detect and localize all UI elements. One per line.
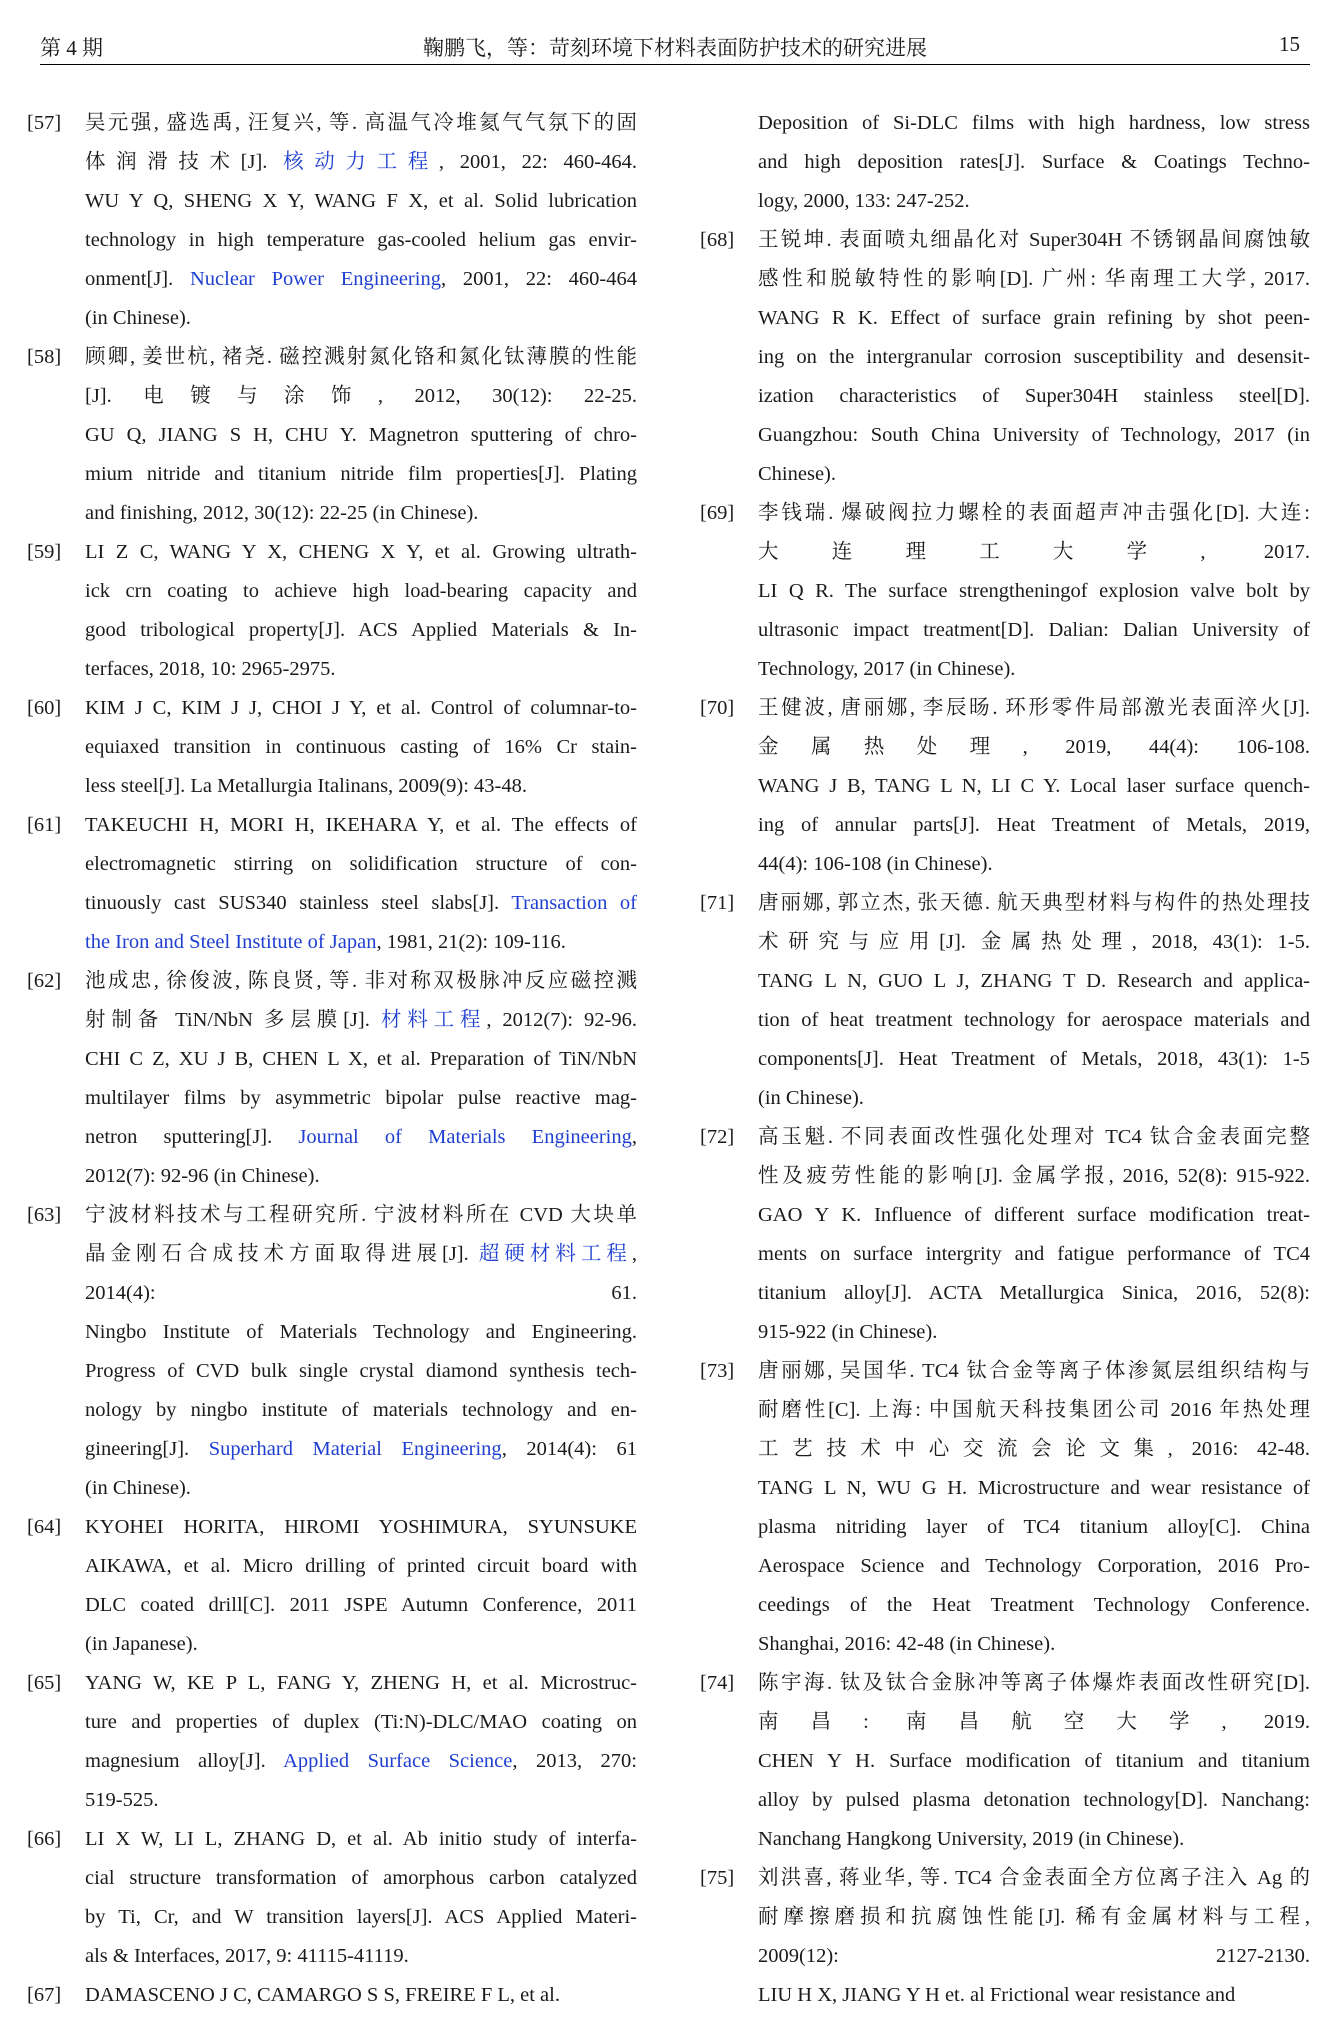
reference-text: GU Q, JIANG S H, CHU Y. Magnetron sputtering of chro- xyxy=(85,424,637,446)
reference-line xyxy=(85,221,637,260)
reference-number: [64] xyxy=(27,1516,62,1538)
reference-text: KIM J C, KIM J J, CHOI J Y, et al. Control of columnar-to- xyxy=(85,697,637,719)
reference-text: , xyxy=(631,1126,637,1148)
reference-line xyxy=(85,884,637,923)
reference-line xyxy=(85,260,637,299)
reference-text: (in Chinese). xyxy=(85,307,191,329)
reference-text: ceedings of the Heat Treatment Technology Conference. xyxy=(758,1594,1310,1616)
reference-text: als & Interfaces, 2017, 9: 41115-41119. xyxy=(85,1945,409,1967)
reference-text: DAMASCENO J C, CAMARGO S S, FREIRE F L, et al. xyxy=(85,1984,560,2006)
reference-text: (in Chinese). xyxy=(758,1087,864,1109)
reference-text: Guangzhou: South China University of Technology, 2017 (in xyxy=(758,424,1310,446)
reference-line xyxy=(758,299,1310,338)
reference-text: Shanghai, 2016: 42-48 (in Chinese). xyxy=(758,1633,1056,1655)
reference-number: [67] xyxy=(27,1984,62,2006)
reference-text: 感性和脱敏特性的影响[D]. 广州: 华南理工大学, 2017. xyxy=(758,268,1310,290)
reference-text: equiaxed transition in continuous casting of 16% Cr stain- xyxy=(85,736,637,758)
reference-text: Deposition of Si-DLC films with high hardness, low stress xyxy=(758,112,1310,134)
reference-text: nology by ningbo institute of materials technology and en- xyxy=(85,1399,637,1421)
reference-text: 2009(12): 2127-2130. xyxy=(758,1945,1310,1967)
reference-text: ick crn coating to achieve high load-bearing capacity and xyxy=(85,580,637,602)
reference-text: , 1981, 21(2): 109-116. xyxy=(376,931,566,953)
reference-text: Progress of CVD bulk single crystal diamond synthesis tech- xyxy=(85,1360,637,1382)
reference-text: 刘洪喜, 蒋业华, 等. TC4 合金表面全方位离子注入 Ag 的 xyxy=(758,1867,1310,1889)
reference-text: ments on surface intergrity and fatigue performance of TC4 xyxy=(758,1243,1310,1265)
reference-line xyxy=(85,1820,637,1859)
reference-text: 耐磨性[C]. 上海: 中国航天科技集团公司 2016 年热处理 xyxy=(758,1399,1310,1421)
reference-line xyxy=(85,533,637,572)
running-title: 鞠鹏飞，等：苛刻环境下材料表面防护技术的研究进展 xyxy=(423,36,927,60)
reference-line xyxy=(758,533,1310,572)
reference-column-left xyxy=(27,104,637,2015)
reference-text: 工艺技术中心交流会论文集, 2016: 42-48. xyxy=(758,1438,1310,1460)
reference-line xyxy=(85,1079,637,1118)
reference-line xyxy=(85,1313,637,1352)
reference-text: by Ti, Cr, and W transition layers[J]. ACS Applied Materi- xyxy=(85,1906,637,1928)
reference-number: [57] xyxy=(27,112,62,134)
reference-entry xyxy=(27,689,637,806)
reference-line xyxy=(85,962,637,1001)
reference-line xyxy=(758,1703,1310,1742)
reference-text: electromagnetic stirring on solidification structure of con- xyxy=(85,853,637,875)
reference-line xyxy=(85,1703,637,1742)
reference-text: TANG L N, GUO L J, ZHANG T D. Research and applica- xyxy=(758,970,1310,992)
reference-text: Technology, 2017 (in Chinese). xyxy=(758,658,1016,680)
reference-text: 性及疲劳性能的影响[J]. 金属学报, 2016, 52(8): 915-922. xyxy=(758,1165,1310,1187)
reference-line xyxy=(85,1118,637,1157)
reference-text: less steel[J]. La Metallurgia Italinans, 2009(9): 43-48. xyxy=(85,775,527,797)
reference-text: 术研究与应用[J]. 金属热处理, 2018, 43(1): 1-5. xyxy=(758,931,1310,953)
reference-line xyxy=(758,182,1310,221)
reference-text: 陈宇海. 钛及钛合金脉冲等离子体爆炸表面改性研究[D]. xyxy=(758,1672,1310,1694)
reference-line xyxy=(758,1781,1310,1820)
reference-entry xyxy=(700,1664,1310,1859)
reference-text: 体润滑技术[J]. xyxy=(85,151,284,173)
reference-text: components[J]. Heat Treatment of Metals, 2018, 43(1): 1-5 xyxy=(758,1048,1310,1070)
reference-text: LI Z C, WANG Y X, CHENG X Y, et al. Growing ultrath- xyxy=(85,541,637,563)
reference-text: CHEN Y H. Surface modification of titanium and titanium xyxy=(758,1750,1310,1772)
reference-entry xyxy=(700,1352,1310,1664)
reference-text: TAKEUCHI H, MORI H, IKEHARA Y, et al. The effects of xyxy=(85,814,637,836)
reference-line xyxy=(758,1001,1310,1040)
reference-line xyxy=(85,1040,637,1079)
reference-line xyxy=(85,455,637,494)
reference-text: Aerospace Science and Technology Corporation, 2016 Pro- xyxy=(758,1555,1310,1577)
reference-number: [68] xyxy=(700,229,735,251)
reference-text: 915-922 (in Chinese). xyxy=(758,1321,938,1343)
reference-line xyxy=(85,1352,637,1391)
reference-line xyxy=(758,1430,1310,1469)
reference-text: 519-525. xyxy=(85,1789,159,1811)
reference-text: ing on the intergranular corrosion susceptibility and desensit- xyxy=(758,346,1310,368)
reference-text: 44(4): 106-108 (in Chinese). xyxy=(758,853,993,875)
reference-line xyxy=(758,1196,1310,1235)
reference-text: WANG R K. Effect of surface grain refining by shot peen- xyxy=(758,307,1310,329)
reference-line xyxy=(758,611,1310,650)
reference-line xyxy=(758,1976,1310,2015)
reference-number: [61] xyxy=(27,814,62,836)
reference-line xyxy=(85,1430,637,1469)
reference-text: , xyxy=(631,1243,637,1265)
reference-line xyxy=(758,650,1310,689)
reference-line xyxy=(85,1508,637,1547)
journal-link[interactable]: 材料工程 xyxy=(380,1009,487,1031)
reference-line xyxy=(85,182,637,221)
reference-line xyxy=(85,1196,637,1235)
reference-text: Ningbo Institute of Materials Technology and Engineering. xyxy=(85,1321,637,1343)
reference-text: WANG J B, TANG L N, LI C Y. Local laser surface quench- xyxy=(758,775,1310,797)
reference-text: Nanchang Hangkong University, 2019 (in Chinese). xyxy=(758,1828,1185,1850)
reference-number: [69] xyxy=(700,502,735,524)
reference-line xyxy=(758,1508,1310,1547)
reference-text: technology in high temperature gas-cooled helium gas envir- xyxy=(85,229,637,251)
reference-text: , 2012(7): 92-96. xyxy=(486,1009,637,1031)
reference-entry xyxy=(27,104,637,338)
reference-number: [65] xyxy=(27,1672,62,1694)
reference-line xyxy=(85,104,637,143)
reference-text: 耐摩擦磨损和抗腐蚀性能[J]. 稀有金属材料与工程, xyxy=(758,1906,1310,1928)
reference-line xyxy=(758,104,1310,143)
reference-entry xyxy=(700,221,1310,494)
reference-entry xyxy=(27,806,637,962)
reference-line xyxy=(758,767,1310,806)
reference-entry xyxy=(700,884,1310,1118)
journal-link[interactable]: 核动力工程 xyxy=(283,151,439,173)
reference-entry xyxy=(27,1976,637,2015)
reference-text: titanium alloy[J]. ACTA Metallurgica Sinica, 2016, 52(8): xyxy=(758,1282,1310,1304)
reference-entry xyxy=(27,533,637,689)
reference-text: CHI C Z, XU J B, CHEN L X, et al. Preparation of TiN/NbN xyxy=(85,1048,637,1070)
reference-text: 大连理工大学, 2017. xyxy=(758,541,1310,563)
reference-entry xyxy=(27,1664,637,1820)
reference-entry xyxy=(700,689,1310,884)
reference-line xyxy=(85,572,637,611)
reference-text: Chinese). xyxy=(758,463,836,485)
reference-line xyxy=(85,1547,637,1586)
reference-text: LIU H X, JIANG Y H et. al Frictional wear resistance and xyxy=(758,1984,1236,2006)
reference-line xyxy=(758,1859,1310,1898)
reference-line xyxy=(758,845,1310,884)
reference-line xyxy=(758,962,1310,1001)
reference-column-right xyxy=(700,104,1310,2015)
reference-text: KYOHEI HORITA, HIROMI YOSHIMURA, SYUNSUKE xyxy=(85,1516,637,1538)
reference-text: ing of annular parts[J]. Heat Treatment of Metals, 2019, xyxy=(758,814,1310,836)
reference-text: magnesium alloy[J]. xyxy=(85,1750,284,1772)
reference-number: [58] xyxy=(27,346,62,368)
reference-text: tinuously cast SUS340 stainless steel slabs[J]. xyxy=(85,892,512,914)
reference-number: [75] xyxy=(700,1867,735,1889)
reference-line xyxy=(758,1157,1310,1196)
issue-number: 第 4 期 xyxy=(40,36,103,60)
reference-entry xyxy=(700,494,1310,689)
reference-entry xyxy=(700,1118,1310,1352)
reference-line xyxy=(85,689,637,728)
reference-number: [63] xyxy=(27,1204,62,1226)
reference-line xyxy=(85,1625,637,1664)
reference-line xyxy=(758,1742,1310,1781)
reference-line xyxy=(758,1547,1310,1586)
reference-number: [71] xyxy=(700,892,735,914)
reference-line xyxy=(85,494,637,533)
reference-text: 李钱瑞. 爆破阀拉力螺栓的表面超声冲击强化[D]. 大连: xyxy=(758,502,1310,524)
reference-line xyxy=(758,1040,1310,1079)
page-header xyxy=(40,28,1310,65)
reference-line xyxy=(85,806,637,845)
reference-number: [62] xyxy=(27,970,62,992)
reference-line xyxy=(85,650,637,689)
reference-line xyxy=(758,338,1310,377)
journal-link[interactable]: the Iron and Steel Institute of Japan xyxy=(85,931,377,953)
reference-line xyxy=(85,1859,637,1898)
journal-link[interactable]: Transaction of xyxy=(511,892,637,914)
reference-text: terfaces, 2018, 10: 2965-2975. xyxy=(85,658,336,680)
reference-line xyxy=(758,1820,1310,1859)
reference-line xyxy=(85,1664,637,1703)
reference-line xyxy=(85,1235,637,1274)
reference-line xyxy=(758,689,1310,728)
reference-text: 2014(4): 61. xyxy=(85,1282,637,1304)
reference-text: 池成忠, 徐俊波, 陈良贤, 等. 非对称双极脉冲反应磁控溅 xyxy=(85,970,637,992)
reference-line xyxy=(758,1274,1310,1313)
reference-entry xyxy=(27,962,637,1196)
reference-line xyxy=(758,260,1310,299)
reference-line xyxy=(758,1898,1310,1937)
reference-text: alloy by pulsed plasma detonation technology[D]. Nanchang: xyxy=(758,1789,1310,1811)
reference-text: onment[J]. xyxy=(85,268,190,290)
reference-text: 金属热处理, 2019, 44(4): 106-108. xyxy=(758,736,1310,758)
reference-text: plasma nitriding layer of TC4 titanium alloy[C]. China xyxy=(758,1516,1310,1538)
reference-text: ization characteristics of Super304H stainless steel[D]. xyxy=(758,385,1310,407)
reference-entry xyxy=(700,1859,1310,2015)
reference-text: [J]. 电镀与涂饰, 2012, 30(12): 22-25. xyxy=(85,385,637,407)
reference-number: [73] xyxy=(700,1360,735,1382)
reference-text: logy, 2000, 133: 247-252. xyxy=(758,190,970,212)
reference-line xyxy=(758,923,1310,962)
reference-line xyxy=(85,377,637,416)
reference-line xyxy=(758,455,1310,494)
reference-text: AIKAWA, et al. Micro drilling of printed circuit board with xyxy=(85,1555,637,1577)
reference-line xyxy=(758,884,1310,923)
reference-line xyxy=(758,1079,1310,1118)
journal-link[interactable]: Applied Surface Science xyxy=(283,1750,513,1772)
reference-text: (in Japanese). xyxy=(85,1633,198,1655)
reference-line xyxy=(85,1391,637,1430)
reference-line xyxy=(758,1625,1310,1664)
reference-text: 南昌: 南昌航空大学, 2019. xyxy=(758,1711,1310,1733)
reference-line xyxy=(85,1976,637,2015)
reference-text: mium nitride and titanium nitride film properties[J]. Plating xyxy=(85,463,637,485)
reference-line xyxy=(758,1937,1310,1976)
reference-text: 射制备 TiN/NbN 多层膜[J]. xyxy=(85,1009,381,1031)
reference-line xyxy=(758,494,1310,533)
reference-text: 王锐坤. 表面喷丸细晶化对 Super304H 不锈钢晶间腐蚀敏 xyxy=(758,229,1310,251)
reference-text: multilayer films by asymmetric bipolar pulse reactive mag- xyxy=(85,1087,637,1109)
reference-line xyxy=(85,338,637,377)
reference-text: 唐丽娜, 郭立杰, 张天德. 航天典型材料与构件的热处理技 xyxy=(758,892,1310,914)
reference-text: 顾卿, 姜世杭, 褚尧. 磁控溅射氮化铬和氮化钛薄膜的性能 xyxy=(85,346,637,368)
reference-line xyxy=(85,1157,637,1196)
reference-line xyxy=(85,299,637,338)
reference-line xyxy=(758,728,1310,767)
reference-text: , 2014(4): 61 xyxy=(501,1438,637,1460)
reference-line xyxy=(758,572,1310,611)
reference-text: 2012(7): 92-96 (in Chinese). xyxy=(85,1165,320,1187)
reference-line xyxy=(85,1469,637,1508)
reference-text: 高玉魁. 不同表面改性强化处理对 TC4 钛合金表面完整 xyxy=(758,1126,1310,1148)
reference-line xyxy=(758,1391,1310,1430)
reference-line xyxy=(758,1235,1310,1274)
reference-line xyxy=(85,845,637,884)
reference-text: GAO Y K. Influence of different surface modification treat- xyxy=(758,1204,1310,1226)
reference-line xyxy=(758,416,1310,455)
reference-text: tion of heat treatment technology for aerospace materials and xyxy=(758,1009,1310,1031)
reference-line xyxy=(758,143,1310,182)
reference-number: [60] xyxy=(27,697,62,719)
reference-text: 晶金刚石合成技术方面取得进展[J]. xyxy=(85,1243,479,1265)
reference-number: [74] xyxy=(700,1672,735,1694)
reference-line xyxy=(758,1469,1310,1508)
reference-text: , 2001, 22: 460-464. xyxy=(438,151,637,173)
journal-link[interactable]: Superhard Material Engineering xyxy=(208,1438,502,1460)
reference-line xyxy=(758,1664,1310,1703)
reference-line xyxy=(85,923,637,962)
reference-text: 王健波, 唐丽娜, 李辰旸. 环形零件局部激光表面淬火[J]. xyxy=(758,697,1310,719)
reference-line xyxy=(758,806,1310,845)
reference-line xyxy=(758,1313,1310,1352)
reference-line xyxy=(758,1586,1310,1625)
reference-line xyxy=(85,143,637,182)
reference-entry xyxy=(27,338,637,533)
reference-line xyxy=(85,1742,637,1781)
page-number: 15 xyxy=(1279,32,1300,56)
reference-text: 宁波材料技术与工程研究所. 宁波材料所在 CVD 大块单 xyxy=(85,1204,637,1226)
reference-line xyxy=(85,611,637,650)
journal-link[interactable]: 超硬材料工程 xyxy=(478,1243,632,1265)
reference-number: [59] xyxy=(27,541,62,563)
reference-line xyxy=(85,767,637,806)
reference-line xyxy=(85,416,637,455)
reference-text: DLC coated drill[C]. 2011 JSPE Autumn Conference, 2011 xyxy=(85,1594,637,1616)
reference-number: [72] xyxy=(700,1126,735,1148)
reference-text: gineering[J]. xyxy=(85,1438,209,1460)
reference-entry xyxy=(27,1196,637,1508)
journal-link[interactable]: Journal of Materials Engineering xyxy=(298,1126,632,1148)
reference-line xyxy=(85,1781,637,1820)
reference-text: LI Q R. The surface strengtheningof explosion valve bolt by xyxy=(758,580,1310,602)
reference-text: good tribological property[J]. ACS Applied Materials & In- xyxy=(85,619,637,641)
reference-text: and finishing, 2012, 30(12): 22-25 (in Chinese). xyxy=(85,502,479,524)
reference-text: and high deposition rates[J]. Surface & Coatings Techno- xyxy=(758,151,1310,173)
reference-number: [66] xyxy=(27,1828,62,1850)
reference-text: WU Y Q, SHENG X Y, WANG F X, et al. Solid lubrication xyxy=(85,190,637,212)
reference-text: (in Chinese). xyxy=(85,1477,191,1499)
reference-entry xyxy=(27,1820,637,1976)
reference-text: TANG L N, WU G H. Microstructure and wear resistance of xyxy=(758,1477,1310,1499)
reference-line xyxy=(758,1118,1310,1157)
reference-line xyxy=(758,1352,1310,1391)
reference-line xyxy=(758,377,1310,416)
reference-text: , 2013, 270: xyxy=(512,1750,637,1772)
reference-text: netron sputtering[J]. xyxy=(85,1126,299,1148)
journal-link[interactable]: Nuclear Power Engineering xyxy=(190,268,441,290)
reference-entry xyxy=(27,1508,637,1664)
reference-line xyxy=(85,1001,637,1040)
reference-text: 吴元强, 盛选禹, 汪复兴, 等. 高温气冷堆氦气气氛下的固 xyxy=(85,112,637,134)
reference-line xyxy=(85,1586,637,1625)
reference-line xyxy=(85,1937,637,1976)
reference-line xyxy=(85,1898,637,1937)
reference-entry xyxy=(700,104,1310,221)
reference-text: , 2001, 22: 460-464 xyxy=(440,268,637,290)
reference-text: ture and properties of duplex (Ti:N)-DLC/MAO coating on xyxy=(85,1711,637,1733)
reference-number: [70] xyxy=(700,697,735,719)
reference-text: YANG W, KE P L, FANG Y, ZHENG H, et al. Microstruc- xyxy=(85,1672,637,1694)
reference-text: 唐丽娜, 吴国华. TC4 钛合金等离子体渗氮层组织结构与 xyxy=(758,1360,1310,1382)
reference-text: cial structure transformation of amorphous carbon catalyzed xyxy=(85,1867,637,1889)
reference-line xyxy=(85,1274,637,1313)
reference-text: LI X W, LI L, ZHANG D, et al. Ab initio study of interfa- xyxy=(85,1828,637,1850)
reference-line xyxy=(758,221,1310,260)
reference-text: ultrasonic impact treatment[D]. Dalian: Dalian University of xyxy=(758,619,1310,641)
reference-line xyxy=(85,728,637,767)
